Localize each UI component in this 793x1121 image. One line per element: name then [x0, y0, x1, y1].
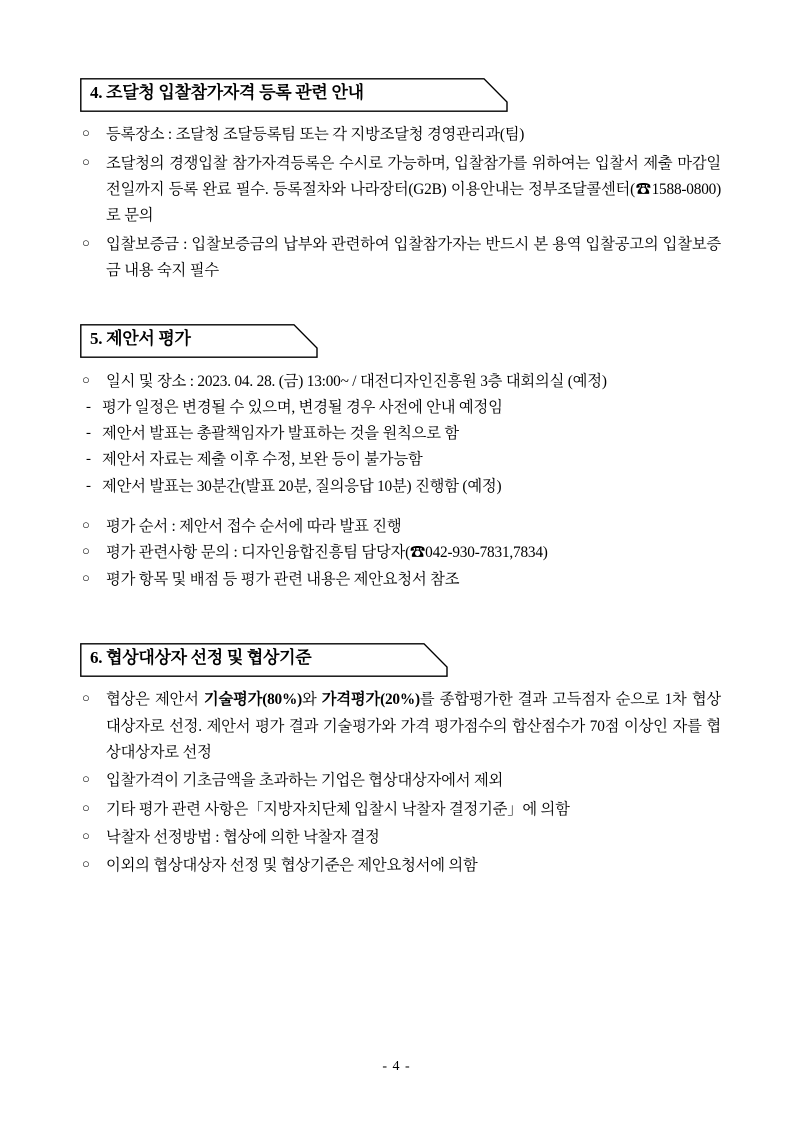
list-item [72, 447, 721, 473]
list-item [72, 474, 721, 500]
section-6-title: 6. 협상대상자 선정 및 협상기준 [90, 647, 312, 667]
section-4-list [72, 122, 721, 284]
list-item [72, 825, 721, 851]
bullet-circle-icon: ○ [82, 569, 90, 585]
list-item-text: 평가 순서 : 제안서 접수 순서에 따라 발표 진행 [106, 518, 402, 536]
list-item-text: 평가 일정은 변경될 수 있으며, 변경될 경우 사전에 안내 예정임 [102, 398, 503, 416]
bullet-circle-icon: ○ [82, 234, 90, 250]
list-item [72, 540, 721, 566]
list-item-text: 이외의 협상대상자 선정 및 협상기준은 제안요청서에 의함 [106, 857, 478, 875]
section-5-heading [80, 324, 231, 354]
section-6-list [72, 687, 721, 879]
list-item-text: 입찰가격이 기초금액을 초과하는 기업은 협상대상자에서 제외 [106, 772, 504, 790]
list-item-text: 일시 및 장소 : 2023. 04. 28. (금) 13:00~ / 대전디자인진흥원 3층 대회의실 (예정) [106, 372, 607, 390]
bullet-circle-icon: ○ [82, 856, 90, 872]
list-item-text: 제안서 자료는 제출 이후 수정, 보완 등이 불가능함 [102, 451, 423, 469]
section-4-heading [80, 78, 404, 108]
list-item [72, 687, 721, 766]
list-item-text: 평가 항목 및 배점 등 평가 관련 내용은 제안요청서 참조 [106, 570, 460, 588]
page-number: - 4 - [382, 1059, 411, 1074]
spacer [72, 500, 721, 514]
bullet-circle-icon: ○ [82, 517, 90, 533]
bullet-dash-icon: - [86, 398, 91, 415]
list-item [72, 232, 721, 285]
list-item [72, 151, 721, 230]
list-item [72, 768, 721, 794]
list-item-text: 낙찰자 선정방법 : 협상에 의한 낙찰자 결정 [106, 828, 380, 846]
list-item-text: 등록장소 : 조달청 조달등록팀 또는 각 지방조달청 경영관리과(팀) [106, 126, 525, 144]
section-4 [72, 78, 721, 284]
bullet-circle-icon: ○ [82, 690, 90, 706]
list-item [72, 122, 721, 148]
list-item-text: 평가 관련사항 문의 : 디자인융합진흥팀 담당자(☎042-930-7831,7834) [106, 544, 548, 562]
list-item-text: 입찰보증금 : 입찰보증금의 납부와 관련하여 입찰참가자는 반드시 본 용역 입찰공고의 입찰보증금 내용 숙지 필수 [106, 235, 721, 279]
section-4-title: 4. 조달청 입찰참가자격 등록 관련 안내 [90, 83, 364, 102]
section-6 [72, 643, 721, 879]
list-item-text: 협상은 제안서 기술평가(80%)와 가격평가(20%)를 종합평가한 결과 고득점자 순으로 1차 협상대상자로 선정. 제안서 평가 결과 기술평가와 가격 평가점수의 합산점수가 70점 이상인 자를 협상대상자로 선정 [106, 691, 721, 761]
bullet-circle-icon: ○ [82, 799, 90, 815]
list-item [72, 421, 721, 447]
bullet-dash-icon: - [86, 425, 91, 442]
section-5 [72, 324, 721, 593]
bullet-circle-icon: ○ [82, 543, 90, 559]
bullet-dash-icon: - [86, 477, 91, 494]
list-item [72, 797, 721, 823]
section-5-title: 5. 제안서 평가 [90, 329, 191, 349]
bullet-circle-icon: ○ [82, 125, 90, 141]
section-6-heading [80, 643, 351, 673]
list-item [72, 853, 721, 879]
list-item-text: 기타 평가 관련 사항은「지방자치단체 입찰시 낙찰자 결정기준」에 의함 [106, 800, 570, 818]
bullet-circle-icon: ○ [82, 371, 90, 387]
bullet-circle-icon: ○ [82, 771, 90, 787]
list-item-text: 제안서 발표는 총괄책임자가 발표하는 것을 원칙으로 함 [102, 425, 460, 443]
list-item [72, 369, 721, 395]
section-5-list [72, 369, 721, 593]
bullet-dash-icon: - [86, 451, 91, 468]
list-item-text: 조달청의 경쟁입찰 참가자격등록은 수시로 가능하며, 입찰참가를 위하여는 입찰서 제출 마감일 전일까지 등록 완료 필수. 등록절차와 나라장터(G2B) 이용안내는 정부조달콜센터(☎1588-0800)로 문의 [106, 154, 721, 225]
list-item [72, 514, 721, 540]
list-item-text: 제안서 발표는 30분간(발표 20분, 질의응답 10분) 진행함 (예정) [102, 477, 502, 495]
list-item [72, 395, 721, 421]
list-item [72, 567, 721, 593]
bullet-circle-icon: ○ [82, 153, 90, 169]
bullet-circle-icon: ○ [82, 827, 90, 843]
